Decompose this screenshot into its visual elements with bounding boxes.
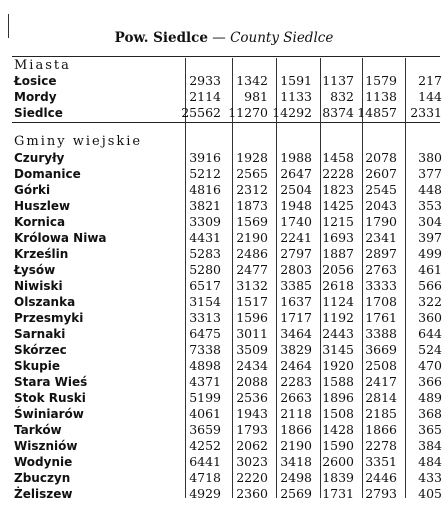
cell: 3821	[189, 198, 221, 213]
row-name: Łysów	[14, 263, 56, 277]
cell: 5283	[189, 246, 221, 261]
cell: 2663	[280, 390, 312, 405]
cell: 380	[418, 150, 442, 165]
cell: 3509	[236, 342, 268, 357]
cell: 2793	[365, 486, 397, 501]
row-name: Domanice	[14, 167, 81, 181]
cell: 1866	[365, 422, 397, 437]
row-name: Świniarów	[14, 407, 84, 421]
cell: 1988	[280, 150, 312, 165]
row-name: Tarków	[14, 423, 62, 437]
cell: 1138	[365, 89, 397, 104]
cell: 5280	[189, 262, 221, 277]
cell: 1192	[322, 310, 354, 325]
cell: 1588	[322, 374, 354, 389]
title-english: County Siedlce	[230, 30, 334, 46]
cell: 377	[418, 166, 442, 181]
row-name: Górki	[14, 183, 51, 197]
cell: 1596	[236, 310, 268, 325]
cell: 1740	[280, 214, 312, 229]
cell: 1839	[322, 470, 354, 485]
cell: 2220	[236, 470, 268, 485]
rows-rural-communes	[14, 150, 444, 502]
table-row	[14, 422, 444, 438]
cell: 5199	[189, 390, 221, 405]
cell: 3011	[236, 326, 268, 341]
cell: 2508	[365, 358, 397, 373]
cell: 1717	[280, 310, 312, 325]
cell: 8374	[322, 105, 354, 120]
cell: 1425	[322, 198, 354, 213]
cell: 6441	[189, 454, 221, 469]
cell: 1517	[236, 294, 268, 309]
cell: 4718	[189, 470, 221, 485]
cell: 2190	[280, 438, 312, 453]
cell: 2464	[280, 358, 312, 373]
cell: 1823	[322, 182, 354, 197]
row-name: Niwiski	[14, 279, 63, 293]
cell: 368	[418, 406, 442, 421]
cell: 2607	[365, 166, 397, 181]
cell: 433	[418, 470, 442, 485]
table-row	[14, 310, 444, 326]
row-name: Czuryły	[14, 151, 65, 165]
cell: 2190	[236, 230, 268, 245]
cell: 2600	[322, 454, 354, 469]
table-row	[14, 390, 444, 406]
cell: 2486	[236, 246, 268, 261]
cell: 1693	[322, 230, 354, 245]
cell: 2803	[280, 262, 312, 277]
cell: 384	[418, 438, 442, 453]
cell: 2341	[365, 230, 397, 245]
cell: 3659	[189, 422, 221, 437]
cell: 4252	[189, 438, 221, 453]
table-row	[14, 438, 444, 454]
table-row	[14, 182, 444, 198]
cell: 1637	[280, 294, 312, 309]
row-name: Sarnaki	[14, 327, 66, 341]
cell: 2933	[189, 73, 221, 88]
cell: 1731	[322, 486, 354, 501]
cell: 2056	[322, 262, 354, 277]
cell: 1948	[280, 198, 312, 213]
cell: 2114	[189, 89, 221, 104]
cell: 448	[418, 182, 442, 197]
cell: 2043	[365, 198, 397, 213]
cell: 470	[418, 358, 442, 373]
cell: 2814	[365, 390, 397, 405]
table-row	[14, 278, 444, 294]
section-label-rural-communes: Gminy wiejskie	[14, 134, 143, 149]
cell: 3464	[280, 326, 312, 341]
cell: 1920	[322, 358, 354, 373]
cell: 353	[418, 198, 442, 213]
cell: 484	[418, 454, 442, 469]
cell: 360	[418, 310, 442, 325]
cell: 304	[418, 214, 442, 229]
cell: 3351	[365, 454, 397, 469]
cell: 2545	[365, 182, 397, 197]
cell: 461	[418, 262, 442, 277]
table-row	[14, 470, 444, 486]
cell: 1137	[322, 73, 354, 88]
cell: 2185	[365, 406, 397, 421]
cell: 2283	[280, 374, 312, 389]
cell: 1896	[322, 390, 354, 405]
table-row	[14, 166, 444, 182]
cell: 1215	[322, 214, 354, 229]
table-row	[14, 105, 444, 121]
cell: 144	[418, 89, 442, 104]
row-name: Olszanka	[14, 295, 76, 309]
cell: 322	[418, 294, 442, 309]
cell: 2477	[236, 262, 268, 277]
cell: 3145	[322, 342, 354, 357]
cell: 1591	[280, 73, 312, 88]
cell: 981	[244, 89, 268, 104]
cell: 7338	[189, 342, 221, 357]
row-name: Stara Wieś	[14, 375, 88, 389]
cell: 4816	[189, 182, 221, 197]
row-name: Huszlew	[14, 199, 71, 213]
table-row	[14, 326, 444, 342]
cell: 2118	[280, 406, 312, 421]
cell: 1133	[280, 89, 312, 104]
cell: 566	[418, 278, 442, 293]
cell: 3023	[236, 454, 268, 469]
cell: 4061	[189, 406, 221, 421]
cell: 1943	[236, 406, 268, 421]
cell: 2498	[280, 470, 312, 485]
cell: 3154	[189, 294, 221, 309]
cell: 1928	[236, 150, 268, 165]
cell: 1866	[280, 422, 312, 437]
cell: 832	[330, 89, 354, 104]
cell: 365	[418, 422, 442, 437]
row-name: Królowa Niwa	[14, 231, 107, 245]
row-name: Wiszniów	[14, 439, 78, 453]
table-title	[0, 30, 448, 46]
cell: 644	[418, 326, 442, 341]
row-name: Łosice	[14, 74, 57, 88]
cell: 1579	[365, 73, 397, 88]
table-row	[14, 342, 444, 358]
table-row	[14, 89, 444, 105]
cell: 2569	[280, 486, 312, 501]
cell: 366	[418, 374, 442, 389]
cell: 2443	[322, 326, 354, 341]
cell: 2446	[365, 470, 397, 485]
table-row	[14, 198, 444, 214]
row-name: Kornica	[14, 215, 66, 229]
cell: 3309	[189, 214, 221, 229]
cell: 3313	[189, 310, 221, 325]
cell: 1887	[322, 246, 354, 261]
rows-towns	[14, 73, 444, 121]
section-label-towns: Miasta	[14, 58, 71, 73]
row-name: Stok Ruski	[14, 391, 86, 405]
table-row	[14, 262, 444, 278]
cell: 489	[418, 390, 442, 405]
section-divider-rule	[12, 122, 440, 123]
cell: 2536	[236, 390, 268, 405]
cell: 2417	[365, 374, 397, 389]
cell: 11270	[228, 105, 268, 120]
cell: 1708	[365, 294, 397, 309]
cell: 25562	[181, 105, 221, 120]
cell: 524	[418, 342, 442, 357]
cell: 2228	[322, 166, 354, 181]
table-row	[14, 246, 444, 262]
table-row	[14, 150, 444, 166]
cell: 3385	[280, 278, 312, 293]
cell: 2504	[280, 182, 312, 197]
row-name: Skórzec	[14, 343, 67, 357]
cell: 3669	[365, 342, 397, 357]
cell: 1569	[236, 214, 268, 229]
cell: 3132	[236, 278, 268, 293]
cell: 2897	[365, 246, 397, 261]
table-row	[14, 358, 444, 374]
cell: 405	[418, 486, 442, 501]
cell: 217	[418, 73, 442, 88]
cell: 1428	[322, 422, 354, 437]
table-row	[14, 73, 444, 89]
cell: 1508	[322, 406, 354, 421]
cell: 2078	[365, 150, 397, 165]
cell: 1590	[322, 438, 354, 453]
cell: 4371	[189, 374, 221, 389]
cell: 499	[418, 246, 442, 261]
cell: 1761	[365, 310, 397, 325]
table-row	[14, 454, 444, 470]
cell: 4898	[189, 358, 221, 373]
row-name: Skupie	[14, 359, 61, 373]
row-name: Siedlce	[14, 106, 63, 120]
cell: 5212	[189, 166, 221, 181]
row-name: Zbuczyn	[14, 471, 71, 485]
title-polish: Pow. Siedlce	[114, 30, 208, 46]
cell: 3829	[280, 342, 312, 357]
row-name: Krześlin	[14, 247, 69, 261]
title-dash: —	[212, 30, 226, 46]
row-name: Przesmyki	[14, 311, 84, 325]
cell: 3388	[365, 326, 397, 341]
cell: 397	[418, 230, 442, 245]
cell: 6475	[189, 326, 221, 341]
cell: 1790	[365, 214, 397, 229]
cell: 2088	[236, 374, 268, 389]
cell: 2434	[236, 358, 268, 373]
cell: 2565	[236, 166, 268, 181]
top-rule	[12, 56, 440, 57]
cell: 2241	[280, 230, 312, 245]
cell: 3916	[189, 150, 221, 165]
table-row	[14, 374, 444, 390]
cell: 6517	[189, 278, 221, 293]
cell: 3418	[280, 454, 312, 469]
table-row	[14, 214, 444, 230]
cell: 1793	[236, 422, 268, 437]
cell: 2618	[322, 278, 354, 293]
cell: 14292	[272, 105, 312, 120]
cell: 4431	[189, 230, 221, 245]
cell: 1873	[236, 198, 268, 213]
cell: 2331	[410, 105, 442, 120]
cell: 1124	[322, 294, 354, 309]
cell: 2360	[236, 486, 268, 501]
table-row	[14, 230, 444, 246]
cell: 2278	[365, 438, 397, 453]
cell: 4929	[189, 486, 221, 501]
table-row	[14, 406, 444, 422]
cell: 14857	[357, 105, 397, 120]
cell: 2312	[236, 182, 268, 197]
cell: 1458	[322, 150, 354, 165]
cell: 2797	[280, 246, 312, 261]
row-name: Mordy	[14, 90, 57, 104]
cell: 3333	[365, 278, 397, 293]
table-row	[14, 294, 444, 310]
cell: 2062	[236, 438, 268, 453]
table-row	[14, 486, 444, 502]
cell: 2647	[280, 166, 312, 181]
row-name: Wodynie	[14, 455, 73, 469]
cell: 2763	[365, 262, 397, 277]
cell: 1342	[236, 73, 268, 88]
row-name: Żeliszew	[14, 487, 73, 501]
